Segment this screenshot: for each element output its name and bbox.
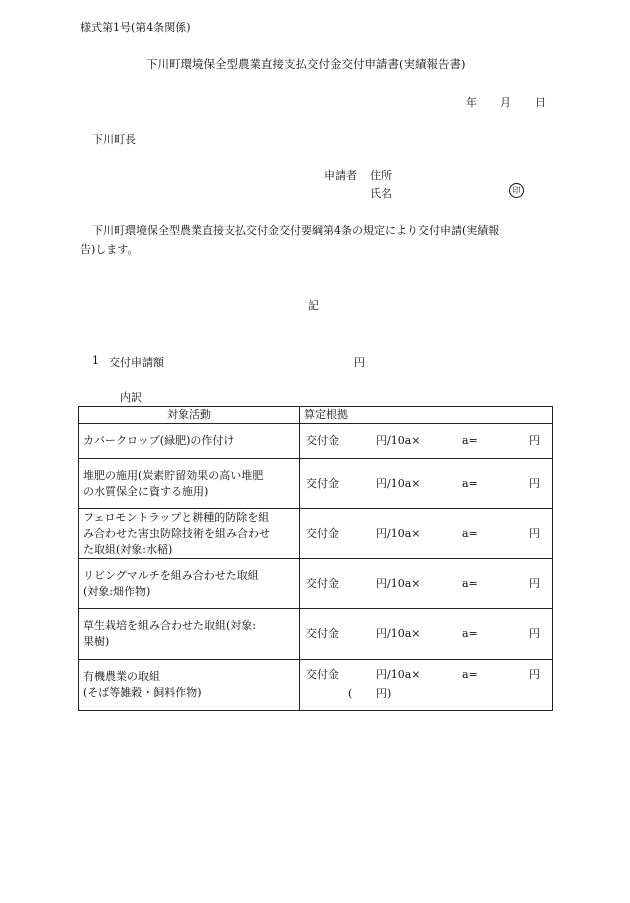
grant-label: 交付金 [306, 627, 339, 640]
activity-cell [79, 459, 300, 509]
name-label: 氏名 [370, 187, 392, 200]
basis-cell [300, 459, 553, 509]
address-label: 住所 [370, 169, 392, 182]
activity-line: 有機農業の取組 [83, 670, 160, 683]
table-header-row [79, 407, 553, 424]
date-year: 年 [466, 96, 477, 109]
table-row [79, 424, 553, 459]
area-label: a= [462, 627, 478, 640]
activity-cell [79, 660, 300, 711]
seal-mark: 印 [509, 183, 524, 198]
activity-line: カバークロップ(緑肥)の作付け [83, 434, 235, 447]
basis-cell [300, 509, 553, 559]
rate-label: 円/10a× [376, 576, 421, 590]
grant-label: 交付金 [306, 476, 339, 490]
activity-line: (対象:畑作物) [83, 584, 151, 598]
header-basis: 算定根拠 [300, 407, 553, 424]
rate-label: 円/10a× [376, 434, 421, 447]
activity-cell [79, 424, 300, 459]
basis-cell [300, 424, 553, 459]
item1-number: 1 [92, 354, 99, 367]
rate-label: 円/10a× [376, 526, 421, 540]
yen-label: 円 [529, 476, 540, 490]
table-row [79, 509, 553, 559]
yen-label: 円 [529, 434, 540, 447]
area-label: a= [462, 434, 478, 447]
area-label: a= [462, 476, 478, 490]
document-title: 下川町環境保全型農業直接支払交付金交付申請書(実績報告書) [146, 57, 466, 71]
activity-line: 果樹) [83, 635, 110, 648]
yen-label: 円 [529, 627, 540, 640]
rate-label: 円/10a× [376, 627, 421, 640]
activity-line: み合わせた害虫防除技術を組み合わせ [83, 526, 270, 540]
ki-heading: 記 [308, 299, 319, 312]
activity-line: リビングマルチを組み合わせた取組 [83, 568, 259, 582]
activity-cell [79, 559, 300, 609]
paren-open: ( [348, 687, 353, 700]
breakdown-table [78, 406, 553, 711]
area-label: a= [462, 576, 478, 590]
table-row [79, 660, 553, 711]
activity-line: フェロモントラップと耕種的防除を組 [83, 510, 270, 524]
activity-line: た取組(対象:水稲) [83, 542, 173, 556]
basis-cell [300, 660, 553, 711]
item1-unit: 円 [354, 356, 365, 369]
basis-cell [300, 609, 553, 660]
area-label: a= [462, 668, 478, 681]
yen-label: 円 [529, 526, 540, 540]
item1-label: 交付申請額 [109, 356, 164, 369]
yen-label: 円 [529, 576, 540, 590]
grant-label: 交付金 [306, 668, 339, 681]
table-row [79, 459, 553, 509]
header-activity: 対象活動 [79, 407, 300, 424]
activity-line: 堆肥の施用(炭素貯留効果の高い堆肥 [83, 468, 264, 482]
activity-line: (そば等雑穀・飼料作物) [83, 686, 202, 699]
grant-label: 交付金 [306, 576, 339, 590]
table-row [79, 559, 553, 609]
body-text-line2: 告)します。 [80, 243, 139, 256]
grant-label: 交付金 [306, 434, 339, 447]
rate-label: 円/10a× [376, 476, 421, 490]
grant-label: 交付金 [306, 526, 339, 540]
activity-line: の水質保全に資する施用) [83, 484, 209, 498]
activity-cell [79, 609, 300, 660]
rate-label: 円/10a× [376, 668, 421, 681]
form-number: 様式第1号(第4条関係) [80, 21, 191, 34]
area-label: a= [462, 526, 478, 540]
activity-line: 草生栽培を組み合わせた取組(対象: [83, 619, 256, 632]
breakdown-label: 内訳 [120, 391, 142, 404]
body-text-line1: 下川町環境保全型農業直接支払交付金交付要綱第4条の規定により交付申請(実績報 [92, 224, 500, 237]
table-row [79, 609, 553, 660]
paren-yen: 円) [376, 687, 392, 700]
yen-label: 円 [529, 668, 540, 681]
activity-cell [79, 509, 300, 559]
basis-cell [300, 559, 553, 609]
addressee: 下川町長 [92, 133, 136, 146]
date-month: 月 [500, 96, 511, 109]
date-day: 日 [535, 96, 546, 109]
applicant-label: 申請者 [324, 169, 357, 182]
